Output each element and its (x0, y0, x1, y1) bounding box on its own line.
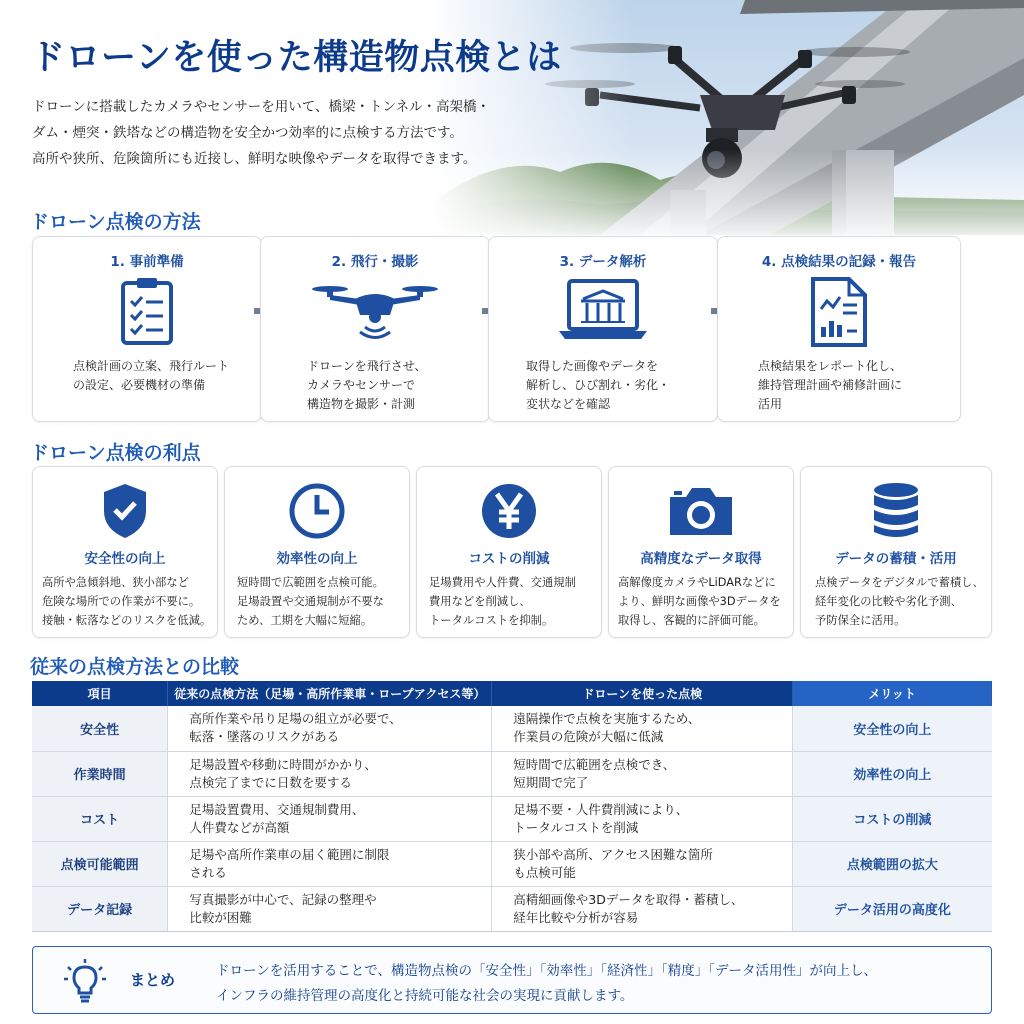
cell-line: トータルコストを削減 (513, 819, 639, 835)
conventional-cell (168, 886, 492, 931)
step-description (73, 357, 251, 395)
step-card (488, 236, 718, 422)
benefit-description (237, 573, 405, 630)
step-line: 取得した画像やデータを (526, 359, 659, 373)
benefit-title: コストの削減 (468, 551, 550, 567)
step-line: 維持管理計画や補修計画に (758, 378, 903, 392)
benefit-title: 効率性の向上 (276, 551, 358, 567)
benefit-line: トータルコストを抑制。 (429, 614, 554, 627)
row-item: 点検可能範囲 (32, 841, 168, 886)
step-description (526, 357, 707, 414)
table-row (32, 796, 992, 841)
conventional-cell (168, 751, 492, 796)
cell-line: 高所作業や吊り足場の組立が必要で、 (189, 711, 402, 727)
step-card (717, 236, 961, 422)
step-title: 4. 点検結果の記録・報告 (761, 254, 917, 270)
cell-line: 人件費などが高額 (189, 819, 290, 835)
benefit-line: ため、工期を大幅に短縮。 (237, 614, 373, 627)
database-icon (871, 481, 921, 541)
benefit-card (32, 466, 218, 638)
step-title: 1. 事前準備 (110, 254, 184, 270)
benefit-title: 安全性の向上 (84, 551, 166, 567)
cell-line: 写真撮影が中心で、記録の整理や (189, 891, 377, 907)
benefit-line: 危険な場所での作業が不要に。 (42, 595, 201, 608)
clipboard-checklist-icon (115, 275, 179, 347)
summary-box (32, 946, 992, 1014)
benefit-card (224, 466, 410, 638)
page-title: ドローンを使った構造物点検とは (30, 38, 562, 78)
laptop-analysis-icon (555, 275, 651, 347)
hero-section (0, 0, 1024, 235)
drone-icon (310, 275, 440, 347)
drone-cell (492, 796, 793, 841)
conventional-cell (168, 706, 492, 751)
merit-cell: 効率性の向上 (793, 751, 992, 796)
step-line: 活用 (758, 397, 783, 411)
drone-cell (492, 706, 793, 751)
drone-cell (492, 886, 793, 931)
benefit-description (618, 573, 789, 630)
lightbulb-icon (63, 959, 107, 1005)
drone-cell (492, 841, 793, 886)
step-card (32, 236, 262, 422)
benefit-line: 接触・転落などのリスクを低減。 (42, 614, 212, 627)
summary-text (216, 959, 877, 1009)
column-header: ドローンを使った点検 (492, 681, 793, 706)
benefit-title: データの蓄積・活用 (835, 551, 957, 567)
step-line: 点検計画の立案、飛行ルート (73, 359, 230, 373)
hero-description (32, 94, 552, 172)
cell-line: 短期間で完了 (513, 774, 589, 790)
column-header: 従来の点検方法（足場・高所作業車・ロープアクセス等） (168, 681, 492, 706)
benefit-line: 高所や急傾斜地、狭小部など (42, 576, 189, 589)
benefit-card (800, 466, 992, 638)
table-row (32, 751, 992, 796)
benefit-line: 経年変化の比較や劣化予測、 (815, 595, 962, 608)
comparison-table (32, 681, 992, 932)
cell-line: される (189, 864, 227, 880)
report-document-icon (807, 275, 871, 349)
benefit-card (608, 466, 794, 638)
cell-line: 足場不要・人件費削減により、 (513, 801, 689, 817)
benefit-description (42, 573, 213, 630)
method-heading: ドローン点検の方法 (30, 211, 201, 233)
cell-line: 足場や高所作業車の届く範囲に制限 (189, 846, 390, 862)
cell-line: 転落・墜落のリスクがある (189, 729, 340, 745)
benefit-line: 短時間で広範囲を点検可能。 (237, 576, 384, 589)
camera-icon (666, 481, 736, 541)
cell-line: 高精細画像や3Dデータを取得・蓄積し、 (513, 891, 744, 907)
summary-line: ドローンを活用することで、構造物点検の「安全性」「効率性」「経済性」「精度」「データ活用性」が向上し、 (216, 963, 877, 979)
cell-line: 遠隔操作で点検を実施するため、 (513, 711, 701, 727)
step-title: 2. 飛行・撮影 (331, 254, 419, 270)
summary-line: インフラの維持管理の高度化と持続可能な社会の実現に貢献します。 (216, 988, 634, 1004)
cell-line: 短時間で広範囲を点検でき、 (513, 756, 676, 772)
benefits-heading: ドローン点検の利点 (30, 442, 201, 464)
step-line: の設定、必要機材の準備 (73, 378, 206, 392)
table-row (32, 706, 992, 751)
row-item: データ記録 (32, 886, 168, 931)
cell-line: 作業員の危険が大幅に低減 (513, 729, 664, 745)
cell-line: 狭小部や高所、アクセス困難な箇所 (513, 846, 713, 862)
benefit-line: 足場費用や人件費、交通規制 (429, 576, 576, 589)
shield-check-icon (100, 481, 150, 541)
cell-line: 足場設置費用、交通規制費用、 (189, 801, 365, 817)
cell-line: 経年比較や分析が容易 (513, 909, 639, 925)
benefit-card (416, 466, 602, 638)
benefit-title: 高精度なデータ取得 (640, 551, 762, 567)
cell-line: 比較が困難 (189, 909, 252, 925)
cell-line: 点検完了までに日数を要する (189, 774, 352, 790)
row-item: 作業時間 (32, 751, 168, 796)
row-item: 安全性 (32, 706, 168, 751)
benefit-line: 費用などを削減し、 (429, 595, 531, 608)
step-line: ドローンを飛行させ、 (307, 359, 427, 373)
merit-cell: 点検範囲の拡大 (793, 841, 992, 886)
benefit-line: 高解像度カメラやLiDARなどに (618, 576, 776, 589)
benefit-line: 足場設置や交通規制が不要な (237, 595, 384, 608)
step-description (307, 357, 479, 414)
comparison-heading: 従来の点検方法との比較 (30, 656, 240, 678)
step-title: 3. データ解析 (559, 254, 647, 270)
summary-label: まとめ (130, 971, 176, 989)
step-card (260, 236, 490, 422)
drone-cell (492, 751, 793, 796)
benefit-description (815, 573, 987, 630)
cell-line: 足場設置や移動に時間がかかり、 (189, 756, 377, 772)
step-line: 点検結果をレポート化し、 (758, 359, 903, 373)
cell-line: も点検可能 (513, 864, 576, 880)
benefit-line: 点検データをデジタルで蓄積し、 (815, 576, 984, 589)
column-header: 項目 (32, 681, 168, 706)
table-header-row (32, 681, 992, 706)
benefit-description (429, 573, 597, 630)
row-item: コスト (32, 796, 168, 841)
step-description (758, 357, 950, 414)
conventional-cell (168, 841, 492, 886)
clock-icon (287, 481, 347, 541)
hero-description-line: ドローンに搭載したカメラやセンサーを用いて、橋梁・トンネル・高架橋・ (32, 99, 491, 115)
benefit-line: 予防保全に活用。 (815, 614, 906, 627)
conventional-cell (168, 796, 492, 841)
column-header: メリット (793, 681, 992, 706)
step-line: 解析し、ひび割れ・劣化・ (526, 378, 671, 392)
step-line: カメラやセンサーで (307, 378, 416, 392)
hero-description-line: ダム・煙突・鉄塔などの構造物を安全かつ効率的に点検する方法です。 (32, 125, 463, 141)
table-row (32, 841, 992, 886)
step-line: 構造物を撮影・計測 (307, 397, 416, 411)
merit-cell: データ活用の高度化 (793, 886, 992, 931)
hero-description-line: 高所や狭所、危険箇所にも近接し、鮮明な映像やデータを取得できます。 (32, 151, 477, 167)
merit-cell: 安全性の向上 (793, 706, 992, 751)
benefit-line: より、鮮明な画像や3Dデータを (618, 595, 781, 608)
yen-icon (479, 481, 539, 541)
step-line: 変状などを確認 (526, 397, 611, 411)
table-row (32, 886, 992, 931)
merit-cell: コストの削減 (793, 796, 992, 841)
benefit-line: 取得し、客観的に評価可能。 (618, 614, 765, 627)
